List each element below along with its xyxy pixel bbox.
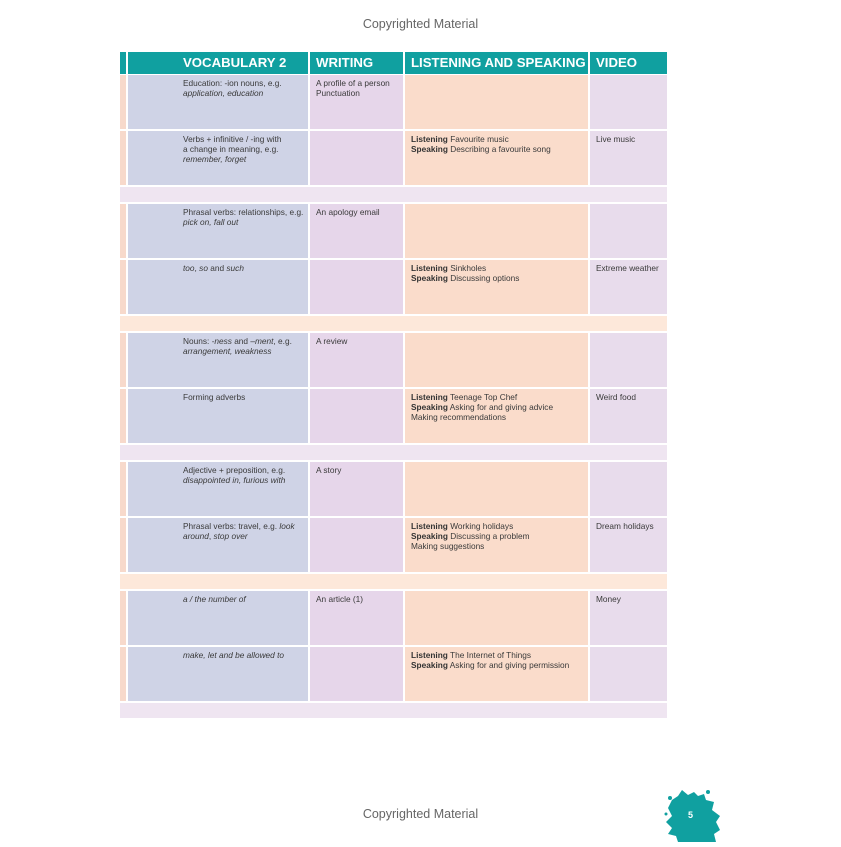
writing-cell: A review bbox=[310, 333, 403, 387]
table-row bbox=[120, 131, 667, 187]
writing-cell: A profile of a person Punctuation bbox=[310, 75, 403, 129]
table-row bbox=[120, 75, 667, 131]
copyright-notice-bottom: Copyrighted Material bbox=[362, 807, 479, 821]
unit-separator bbox=[120, 316, 667, 333]
vocabulary-cell: Forming adverbs bbox=[128, 389, 308, 443]
row-edge bbox=[120, 462, 126, 516]
unit-separator bbox=[120, 187, 667, 204]
vocabulary-cell: too, so and such bbox=[128, 260, 308, 314]
header-listening-speaking: LISTENING AND SPEAKING bbox=[405, 52, 588, 74]
writing-cell bbox=[310, 131, 403, 185]
video-cell: Extreme weather bbox=[590, 260, 667, 314]
table-row bbox=[120, 647, 667, 703]
table-row bbox=[120, 591, 667, 647]
vocabulary-cell: Verbs + infinitive / -ing with a change in meaning, e.g. remember, forget bbox=[128, 131, 308, 185]
vocabulary-cell: a / the number of bbox=[128, 591, 308, 645]
video-cell bbox=[590, 333, 667, 387]
vocabulary-cell: Adjective + preposition, e.g. disappointed in, furious with bbox=[128, 462, 308, 516]
unit-separator bbox=[120, 703, 667, 720]
video-cell: Live music bbox=[590, 131, 667, 185]
table-row bbox=[120, 389, 667, 445]
listening-speaking-cell: Listening The Internet of Things Speaking Asking for and giving permission bbox=[405, 647, 588, 701]
copyright-notice-top: Copyrighted Material bbox=[362, 17, 479, 31]
unit-separator bbox=[120, 574, 667, 591]
row-edge bbox=[120, 591, 126, 645]
writing-cell: A story bbox=[310, 462, 403, 516]
row-edge bbox=[120, 333, 126, 387]
row-edge bbox=[120, 647, 126, 701]
row-edge bbox=[120, 260, 126, 314]
writing-cell: An article (1) bbox=[310, 591, 403, 645]
listening-speaking-cell: Listening Teenage Top Chef Speaking Asking for and giving advice Making recommendations bbox=[405, 389, 588, 443]
listening-speaking-cell bbox=[405, 204, 588, 258]
writing-cell bbox=[310, 647, 403, 701]
vocabulary-cell: make, let and be allowed to bbox=[128, 647, 308, 701]
row-edge bbox=[120, 131, 126, 185]
writing-cell bbox=[310, 518, 403, 572]
table-row bbox=[120, 204, 667, 260]
video-cell: Money bbox=[590, 591, 667, 645]
video-cell bbox=[590, 647, 667, 701]
vocabulary-cell: Phrasal verbs: relationships, e.g. pick on, fall out bbox=[128, 204, 308, 258]
table-row bbox=[120, 333, 667, 389]
vocabulary-cell: Nouns: -ness and –ment, e.g. arrangement, weakness bbox=[128, 333, 308, 387]
writing-cell bbox=[310, 260, 403, 314]
contents-table bbox=[120, 52, 667, 720]
vocabulary-cell: Education: -ion nouns, e.g. application, education bbox=[128, 75, 308, 129]
listening-speaking-cell bbox=[405, 75, 588, 129]
listening-speaking-cell: Listening Favourite music Speaking Describing a favourite song bbox=[405, 131, 588, 185]
row-edge bbox=[120, 204, 126, 258]
table-row bbox=[120, 518, 667, 574]
listening-speaking-cell bbox=[405, 462, 588, 516]
unit-separator bbox=[120, 445, 667, 462]
header-vocabulary: VOCABULARY 2 bbox=[128, 52, 308, 74]
row-edge bbox=[120, 75, 126, 129]
writing-cell: An apology email bbox=[310, 204, 403, 258]
video-cell: Weird food bbox=[590, 389, 667, 443]
vocabulary-cell: Phrasal verbs: travel, e.g. look around, stop over bbox=[128, 518, 308, 572]
table-row bbox=[120, 462, 667, 518]
page-number: 5 bbox=[688, 810, 694, 820]
header-edge bbox=[120, 52, 126, 74]
video-cell: Dream holidays bbox=[590, 518, 667, 572]
writing-cell bbox=[310, 389, 403, 443]
table-header bbox=[120, 52, 667, 75]
listening-speaking-cell: Listening Working holidays Speaking Discussing a problem Making suggestions bbox=[405, 518, 588, 572]
row-edge bbox=[120, 518, 126, 572]
header-writing: WRITING bbox=[310, 52, 403, 74]
video-cell bbox=[590, 75, 667, 129]
video-cell bbox=[590, 462, 667, 516]
table-row bbox=[120, 260, 667, 316]
header-video: VIDEO bbox=[590, 52, 667, 74]
row-edge bbox=[120, 389, 126, 443]
listening-speaking-cell: Listening Sinkholes Speaking Discussing options bbox=[405, 260, 588, 314]
video-cell bbox=[590, 204, 667, 258]
listening-speaking-cell bbox=[405, 591, 588, 645]
listening-speaking-cell bbox=[405, 333, 588, 387]
